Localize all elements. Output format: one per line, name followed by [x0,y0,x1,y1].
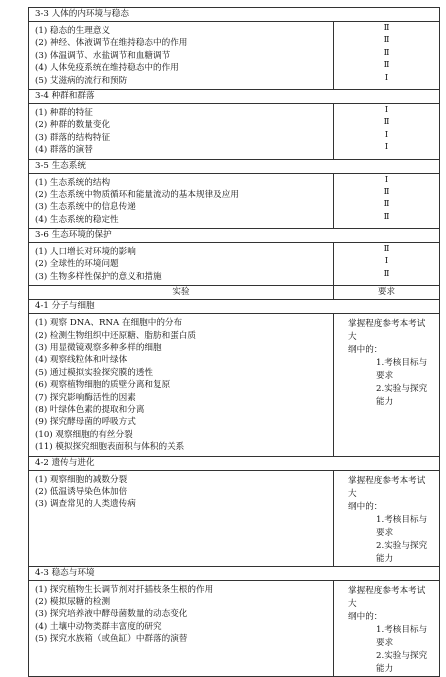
requirement-note [334,580,440,676]
requirement-level: Ⅱ [383,35,390,46]
list-item: (2) 检测生物组织中还原糖、脂肪和蛋白质 [35,330,196,341]
list-item: (10) 观察细胞的有丝分裂 [35,429,133,440]
note-line: 掌握程度参考本考试大 [348,585,426,609]
requirement-level: Ⅰ [384,129,389,140]
list-item: (8) 叶绿体色素的提取和分离 [35,404,145,415]
note-line: 1.考核目标与要求 [376,358,428,382]
list-item: (2) 种群的数量变化 [35,120,111,131]
list-item: (5) 艾滋病的流行和预防 [35,75,128,86]
experiment-header [29,286,440,300]
note-text [340,471,439,566]
item-list [29,173,334,229]
requirement-level: Ⅰ [384,142,389,153]
section-items-row [29,22,440,90]
section-title: 4-3 稳态与环境 [29,566,440,580]
requirement-level: Ⅱ [383,47,390,58]
note-line: 1.考核目标与要求 [376,624,428,648]
list-item: (1) 人口增长对环境的影响 [35,247,136,258]
header-requirement: 要求 [334,286,440,300]
note-line: 1.考核目标与要求 [376,514,428,538]
requirement-list [334,173,440,229]
section-items-row [29,103,440,159]
section-title-row [29,159,440,173]
item-list [29,22,334,90]
experiment-sections [29,300,440,676]
list-item: (3) 体温调节、水盐调节和血糖调节 [35,50,171,61]
requirement-note [334,470,440,566]
list-item: (1) 探究植物生长调节剂对扦插枝条生根的作用 [35,584,214,595]
list-item: (1) 观察细胞的减数分裂 [35,474,128,485]
list-item: (2) 生态系统中物质循环和能量流动的基本规律及应用 [35,189,239,200]
requirement-list [334,103,440,159]
experiment-list [29,470,334,566]
section-title-row [29,566,440,580]
list-item: (1) 观察 DNA、RNA 在细胞中的分布 [35,318,183,329]
list-item: (2) 全球性的环境问题 [35,259,119,270]
requirement-level: Ⅱ [383,117,390,128]
section-items-row [29,243,440,286]
note-text [340,314,439,409]
section-title-row [29,8,440,22]
requirement-note [334,314,440,456]
section-title: 3-5 生态系统 [29,159,440,173]
knowledge-sections [29,8,440,286]
requirement-level: Ⅱ [383,23,390,33]
section-items-row [29,580,440,676]
requirement-level: Ⅱ [383,268,390,279]
syllabus-table-container [28,7,439,677]
experiment-list [29,314,334,456]
requirement-level: Ⅰ [384,104,389,115]
note-line: 纲中的： [348,501,383,512]
section-title: 4-2 遗传与进化 [29,456,440,470]
list-item: (3) 生物多样性保护的意义和措施 [35,271,162,282]
list-item: (6) 观察植物细胞的质壁分离和复原 [35,380,171,391]
list-item: (3) 生态系统中的信息传递 [35,202,136,213]
list-item: (5) 通过模拟实验探究膜的透性 [35,367,154,378]
list-item: (4) 土壤中动物类群丰富度的研究 [35,621,162,632]
list-item: (5) 探究水族箱（或鱼缸）中群落的演替 [35,634,188,645]
list-item: (3) 调查常见的人类遗传病 [35,499,136,510]
requirement-list [334,243,440,286]
section-items-row [29,173,440,229]
section-title: 3-4 种群和群落 [29,89,440,103]
list-item: (3) 探究培养液中酵母菌数量的动态变化 [35,609,188,620]
section-title-row [29,89,440,103]
requirement-level: Ⅰ [384,256,389,267]
requirement-list [334,22,440,90]
list-item: (2) 神经、体液调节在维持稳态中的作用 [35,38,188,49]
section-title-row [29,229,440,243]
requirement-level: Ⅰ [384,174,389,185]
requirement-level: Ⅱ [383,199,390,210]
requirement-level: Ⅰ [384,72,389,83]
list-item: (7) 探究影响酶活性的因素 [35,392,136,403]
list-item: (9) 探究酵母菌的呼吸方式 [35,417,136,428]
list-item: (11) 模拟探究细胞表面积与体积的关系 [35,442,185,453]
list-item: (2) 模拟尿糖的检测 [35,596,111,607]
note-line: 纲中的： [348,345,383,356]
requirement-level: Ⅱ [383,186,390,197]
note-line: 2.实验与探究能力 [376,650,428,674]
section-items-row [29,470,440,566]
list-item: (4) 人体免疫系统在维持稳态中的作用 [35,63,179,74]
requirement-level: Ⅱ [383,211,390,222]
note-line: 掌握程度参考本考试大 [348,475,426,499]
note-line: 纲中的： [348,611,383,622]
list-item: (1) 种群的特征 [35,107,93,118]
section-title: 4-1 分子与细胞 [29,300,440,314]
list-item: (3) 用显微镜观察多种多样的细胞 [35,343,162,354]
note-text [340,581,439,676]
header-experiment: 实验 [29,286,334,300]
item-list [29,243,334,286]
requirement-level: Ⅱ [383,244,390,255]
item-list [29,103,334,159]
list-item: (1) 生态系统的结构 [35,177,111,188]
list-item: (1) 稳态的生理意义 [35,26,111,36]
list-item: (2) 低温诱导染色体加倍 [35,486,128,497]
note-line: 掌握程度参考本考试大 [348,319,426,343]
syllabus-table [28,7,440,677]
requirement-level: Ⅱ [383,60,390,71]
list-item: (4) 生态系统的稳定性 [35,214,119,225]
section-title: 3-3 人体的内环境与稳态 [29,8,440,22]
note-line: 2.实验与探究能力 [376,540,428,564]
list-item: (4) 群落的演替 [35,145,93,156]
section-items-row [29,314,440,456]
list-item: (3) 群落的结构特征 [35,132,111,143]
section-title: 3-6 生态环境的保护 [29,229,440,243]
note-line: 2.实验与探究能力 [376,384,428,408]
section-title-row [29,300,440,314]
list-item: (4) 观察线粒体和叶绿体 [35,355,128,366]
experiment-list [29,580,334,676]
section-title-row [29,456,440,470]
